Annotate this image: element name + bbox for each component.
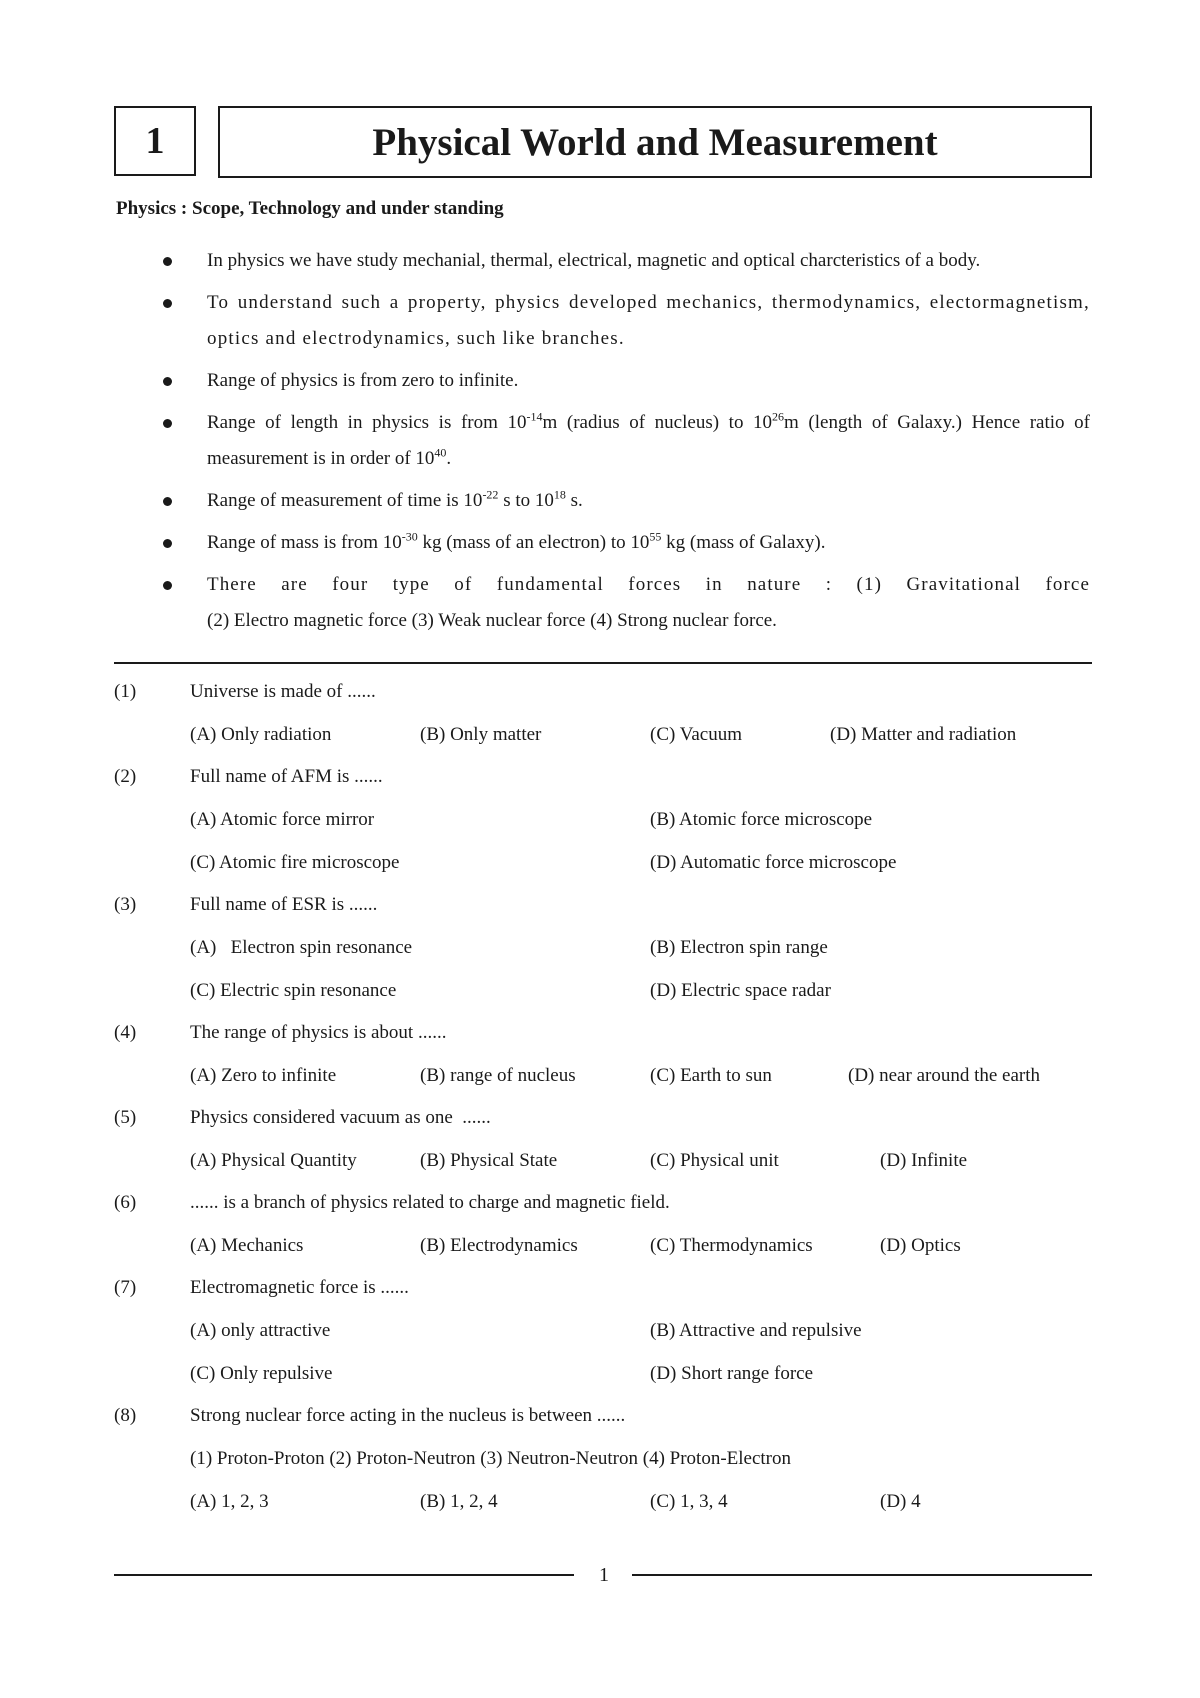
option-row <box>0 1309 1200 1352</box>
question-number: (1) <box>114 681 137 702</box>
bullet-item <box>0 285 1200 357</box>
bullet-text-part: s to 10 <box>498 490 554 511</box>
chapter-number: 1 <box>145 120 165 162</box>
bullet-dot <box>163 497 172 506</box>
option-d: (D) Matter and radiation <box>830 724 1017 745</box>
option-c: (C) Vacuum <box>650 724 742 745</box>
page-number: 1 <box>599 1564 609 1586</box>
bullet-text: To understand such a property, physics developed mechanics, thermodynamics, electormagnetism, optics and electrodynamics, such like branches. <box>207 292 1090 349</box>
option-row <box>0 926 1200 969</box>
bullet-list <box>0 243 1200 645</box>
section-heading: Physics : Scope, Technology and under standing <box>116 198 504 219</box>
bullet-item <box>0 567 1200 639</box>
option-c: (C) Electric spin resonance <box>190 980 397 1001</box>
bullet-item <box>0 405 1200 477</box>
question-number: (6) <box>114 1192 137 1213</box>
option-d: (D) Electric space radar <box>650 980 831 1001</box>
bullet-text: Range of physics is from zero to infinite. <box>207 370 519 391</box>
bullet-dot <box>163 419 172 428</box>
bullet-item <box>0 525 1200 561</box>
question-number: (8) <box>114 1405 137 1426</box>
option-d: (D) Short range force <box>650 1363 814 1384</box>
option-c: (C) Only repulsive <box>190 1363 333 1384</box>
option-a: (A) only attractive <box>190 1320 331 1341</box>
chapter-number-box <box>114 106 196 176</box>
question-list <box>0 671 1200 1523</box>
option-row <box>0 713 1200 756</box>
question <box>0 1182 1200 1224</box>
bullet-dot <box>163 377 172 386</box>
bullet-text-part: kg (mass of an electron) to 10 <box>417 532 650 553</box>
question <box>0 1395 1200 1437</box>
option-row <box>0 969 1200 1012</box>
exponent: -22 <box>482 487 499 502</box>
bullet-text-part: . <box>446 448 452 469</box>
option-row <box>0 1139 1200 1182</box>
question-text: Strong nuclear force acting in the nucleus is between ...... <box>190 1405 626 1426</box>
question <box>0 1097 1200 1139</box>
exponent: -30 <box>401 529 418 544</box>
option-row <box>0 1224 1200 1267</box>
exponent: 55 <box>649 529 662 544</box>
option-a: (A) Mechanics <box>190 1235 304 1256</box>
footer-rule-right <box>632 1574 1092 1576</box>
option-d: (D) Optics <box>880 1235 961 1256</box>
statement-row <box>0 1437 1200 1480</box>
option-b: (B) range of nucleus <box>420 1065 576 1086</box>
page-footer <box>0 1560 1200 1590</box>
question-number: (3) <box>114 894 137 915</box>
option-b: (B) Electron spin range <box>650 937 828 958</box>
chapter-title: Physical World and Measurement <box>372 120 938 164</box>
option-c: (C) Atomic fire microscope <box>190 852 400 873</box>
question-number: (5) <box>114 1107 137 1128</box>
question-number: (4) <box>114 1022 137 1043</box>
option-d: (D) Automatic force microscope <box>650 852 897 873</box>
option-c: (C) Thermodynamics <box>650 1235 813 1256</box>
question-text: Universe is made of ...... <box>190 681 376 702</box>
option-row <box>0 1352 1200 1395</box>
question <box>0 884 1200 926</box>
option-a: (A) Only radiation <box>190 724 332 745</box>
bullet-text-part: kg (mass of Galaxy). <box>661 532 826 553</box>
option-a: (A) 1, 2, 3 <box>190 1491 269 1512</box>
question-number: (2) <box>114 766 137 787</box>
option-d: (D) near around the earth <box>848 1065 1041 1086</box>
option-a: (A) Physical Quantity <box>190 1150 357 1171</box>
bullet-item <box>0 363 1200 399</box>
exponent: 26 <box>772 409 785 424</box>
option-row <box>0 841 1200 884</box>
exponent: -14 <box>526 409 543 424</box>
bullet-text-part: Range of mass is from 10 <box>207 532 402 553</box>
option-row <box>0 1054 1200 1097</box>
question-text: ...... is a branch of physics related to charge and magnetic field. <box>190 1192 670 1213</box>
bullet-text-part: m (radius of nucleus) to 10 <box>542 412 773 433</box>
option-a: (A) Atomic force mirror <box>190 809 375 830</box>
bullet-text-part: Range of length in physics is from 10 <box>207 412 527 433</box>
chapter-title-box <box>218 106 1092 178</box>
question <box>0 1267 1200 1309</box>
bullet-text-line: (2) Electro magnetic force (3) Weak nuclear force (4) Strong nuclear force. <box>207 610 777 631</box>
option-b: (B) Only matter <box>420 724 542 745</box>
question-text: The range of physics is about ...... <box>190 1022 447 1043</box>
option-d: (D) Infinite <box>880 1150 968 1171</box>
bullet-item <box>0 243 1200 279</box>
question-text: Electromagnetic force is ...... <box>190 1277 409 1298</box>
bullet-dot <box>163 299 172 308</box>
section-divider <box>114 662 1092 664</box>
question-statement: (1) Proton-Proton (2) Proton-Neutron (3) Neutron-Neutron (4) Proton-Electron <box>190 1448 792 1469</box>
option-b: (B) Atomic force microscope <box>650 809 873 830</box>
option-row <box>0 798 1200 841</box>
question-number: (7) <box>114 1277 137 1298</box>
exponent: 40 <box>434 445 447 460</box>
question-text: Full name of ESR is ...... <box>190 894 378 915</box>
question <box>0 671 1200 713</box>
question-text: Physics considered vacuum as one ...... <box>190 1107 491 1128</box>
option-row <box>0 1480 1200 1523</box>
question-text: Full name of AFM is ...... <box>190 766 383 787</box>
option-c: (C) Physical unit <box>650 1150 779 1171</box>
bullet-dot <box>163 581 172 590</box>
option-b: (B) Attractive and repulsive <box>650 1320 862 1341</box>
bullet-text-line: There are four type of fundamental forces in nature : (1) Gravitational force <box>207 574 1090 595</box>
question <box>0 756 1200 798</box>
option-a: (A) Zero to infinite <box>190 1065 337 1086</box>
bullet-text-part: s. <box>565 490 583 511</box>
bullet-text-part: m (length of Galaxy.) Hence ratio of measurement is in order of 10 <box>207 412 1090 469</box>
bullet-dot <box>163 257 172 266</box>
option-a: (A) Electron spin resonance <box>190 937 413 958</box>
bullet-dot <box>163 539 172 548</box>
option-b: (B) Physical State <box>420 1150 558 1171</box>
option-c: (C) 1, 3, 4 <box>650 1491 728 1512</box>
option-b: (B) 1, 2, 4 <box>420 1491 498 1512</box>
bullet-item <box>0 483 1200 519</box>
bullet-text: In physics we have study mechanial, thermal, electrical, magnetic and optical charcteristics of a body. <box>207 250 981 271</box>
option-d: (D) 4 <box>880 1491 921 1512</box>
exponent: 18 <box>553 487 566 502</box>
option-c: (C) Earth to sun <box>650 1065 772 1086</box>
footer-rule-left <box>114 1574 574 1576</box>
question <box>0 1012 1200 1054</box>
bullet-text-part: Range of measurement of time is 10 <box>207 490 483 511</box>
option-b: (B) Electrodynamics <box>420 1235 578 1256</box>
